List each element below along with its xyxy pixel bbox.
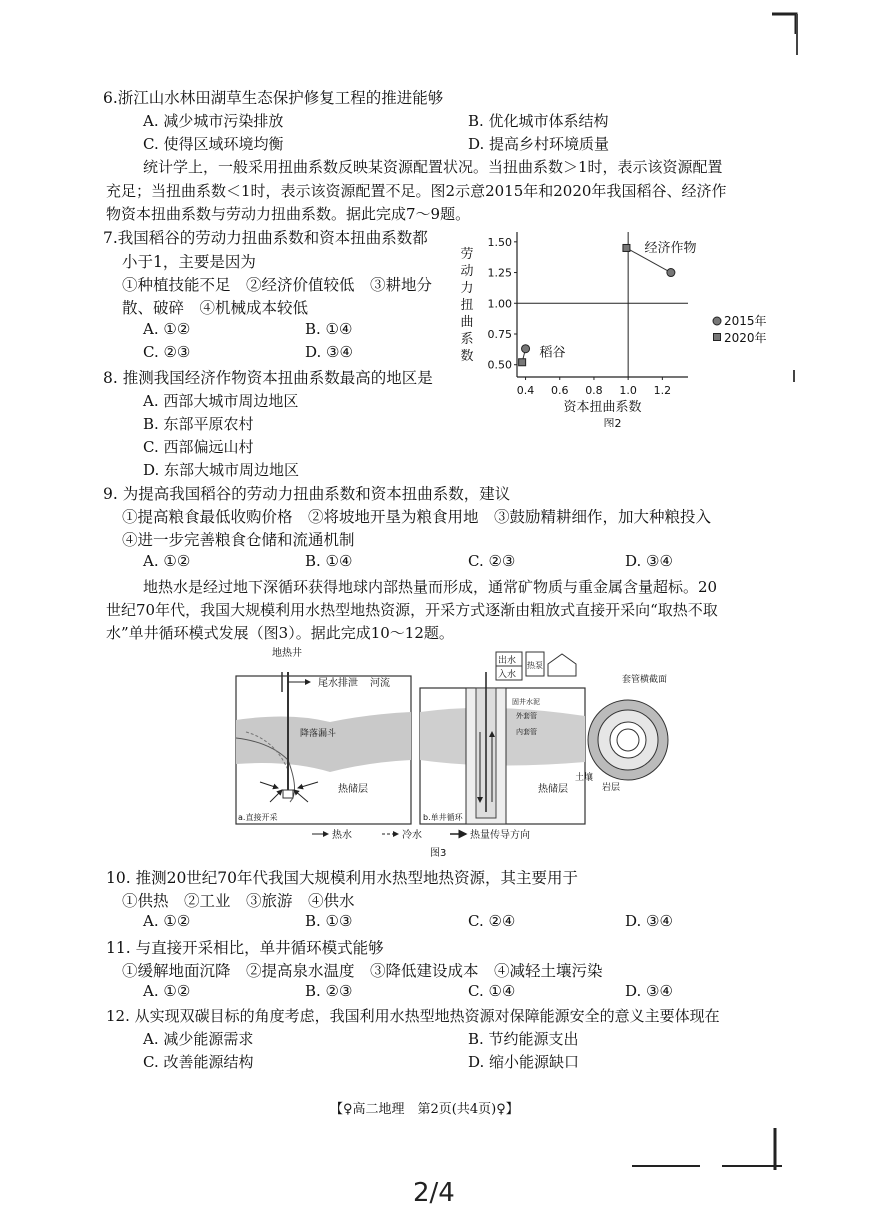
q11-option-d: D. ③④ [625,982,673,1000]
q11-choices: ①缓解地面沉降 ②提高泉水温度 ③降低建设成本 ④减轻土壤污染 [122,962,603,980]
fig3-label-rock: 岩层 [602,783,621,793]
y-axis-label-char: 曲 [460,315,474,330]
q10-option-d: D. ③④ [625,912,673,930]
q11-stem: 11. 与直接开采相比，单井循环模式能够 [106,939,384,957]
q12-option-a: A. 减少能源需求 [143,1030,254,1048]
point-2015 [522,345,530,353]
fig3-label-out-water: 出水 [498,656,517,666]
legend-label-2020: 2020年 [724,331,767,345]
series-label-rice: 稻谷 [539,345,566,361]
q9-choices: ①提高粮食最低收购价格 ②将坡地开垦为粮食用地 ③鼓励精耕细作，加大种粮投入 [122,508,712,526]
y-axis-label-char: 数 [460,349,474,364]
intro1-line2: 充足；当扭曲系数＜1时，表示该资源配置不足。图2示意2015年和2020年我国稻谷、经济作 [106,182,727,200]
fig2-scatter-chart [445,222,775,427]
fig3-label-funnel: 降落漏斗 [300,729,337,739]
legend-label-2015: 2015年 [724,314,767,328]
y-tick-label: 0.75 [487,327,512,341]
fig3-caption: 图3 [430,848,447,859]
fig3-label-river: 河流 [370,678,390,689]
fig3-label-pump: 热泵 [527,661,543,670]
fig3-label-cement: 固井水泥 [512,698,540,706]
point-2015 [667,269,675,277]
intro2-line2: 世纪70年代，我国大规模利用水热型地热资源，开采方式逐渐由粗放式直接开采向“取热不取 [106,601,718,619]
intro2-line1: 地热水是经过地下深循环获得地球内部热量而形成，通常矿物质与重金属含量超标。20 [143,578,718,596]
q11-option-b: B. ②③ [305,982,353,1000]
q7-option-a: A. ①② [143,320,191,338]
fig3-label-reservoir-right: 热储层 [538,784,568,795]
fig3-label-in-water: 入水 [498,670,517,680]
q11-option-c: C. ①④ [468,982,516,1000]
q8-option-b: B. 东部平原农村 [143,415,254,433]
q8-stem: 8. 推测我国经济作物资本扭曲系数最高的地区是 [103,369,433,387]
fig3-label-soil: 土壤 [575,773,594,783]
q12-stem: 12. 从实现双碳目标的角度考虑，我国利用水热型地热资源对保障能源安全的意义主要体现在 [106,1007,720,1025]
q7-stem-cont: 小于1，主要是因为 [122,253,256,271]
legend-marker-2020 [714,334,721,341]
q7-option-c: C. ②③ [143,343,191,361]
series-label-economic-crops: 经济作物 [644,240,697,256]
page-footer: 【♀高二地理 第2页(共4页)♀】 [330,1102,519,1117]
y-tick-label: 1.00 [487,297,512,311]
fig3-label-reservoir-left: 热储层 [338,784,368,795]
fig3-label-mode-a: a.直接开采 [238,813,278,822]
q8-option-a: A. 西部大城市周边地区 [143,392,299,410]
q12-option-b: B. 节约能源支出 [468,1030,579,1048]
fig3-label-discharge: 尾水排泄 [318,678,358,689]
fig3-legend-hot: 热水 [332,830,352,841]
q7-option-b: B. ①④ [305,320,353,338]
y-tick-label: 1.25 [487,266,512,280]
legend-marker-2015 [713,317,721,325]
fig3-label-well: 地热井 [272,648,302,659]
q9-option-a: A. ①② [143,552,191,570]
q10-choices: ①供热 ②工业 ③旅游 ④供水 [122,892,355,910]
q10-option-c: C. ②④ [468,912,516,930]
q7-choices: ①种植技能不足 ②经济价值较低 ③耕地分 [122,276,433,294]
q8-option-d: D. 东部大城市周边地区 [143,461,300,479]
intro1-line3: 物资本扭曲系数与劳动力扭曲系数。据此完成7～9题。 [106,205,471,223]
x-tick-label: 0.4 [516,384,535,397]
fig3-label-inner-casing: 内套管 [516,728,537,736]
y-axis-label-char: 扭 [460,298,474,313]
page-number: 2/4 [413,1178,455,1208]
y-tick-label: 0.50 [487,358,512,372]
q9-option-c: C. ②③ [468,552,516,570]
y-tick-label: 1.50 [487,235,512,249]
q6-option-c: C. 使得区域环境均衡 [143,135,284,153]
q6-stem: 6.浙江山水林田湖草生态保护修复工程的推进能够 [103,89,444,107]
q9-option-d: D. ③④ [625,552,673,570]
x-tick-label: 0.8 [585,384,603,397]
y-axis-label-char: 劳 [460,247,474,262]
q10-option-b: B. ①③ [305,912,353,930]
q7-choices-cont: 散、破碎 ④机械成本较低 [122,299,309,317]
x-tick-label: 0.6 [551,384,569,397]
q7-option-d: D. ③④ [305,343,353,361]
q6-option-d: D. 提高乡村环境质量 [468,135,610,153]
fig3-legend-heat: 热量传导方向 [470,830,530,841]
fig3-legend-cold: 冷水 [402,830,422,841]
fig3-label-mode-b: b.单井循环 [423,813,463,822]
y-axis-label-char: 力 [460,281,474,296]
y-axis-label-char: 系 [460,332,474,347]
point-2020 [519,359,526,366]
x-tick-label: 1.2 [653,384,672,397]
chart-title: 图2 [603,417,622,427]
q12-option-d: D. 缩小能源缺口 [468,1053,580,1071]
q9-choices-cont: ④进一步完善粮食仓储和流通机制 [122,531,355,549]
q11-option-a: A. ①② [143,982,191,1000]
y-axis-label-char: 动 [460,264,474,279]
q9-option-b: B. ①④ [305,552,353,570]
q7-stem: 7.我国稻谷的劳动力扭曲系数和资本扭曲系数都 [103,229,428,247]
q12-option-c: C. 改善能源结构 [143,1053,254,1071]
x-axis-label: 资本扭曲系数 [563,400,642,415]
fig3-label-cross-section: 套管横截面 [622,675,668,685]
q6-option-b: B. 优化城市体系结构 [468,112,609,130]
intro2-line3: 水”单井循环模式发展（图3）。据此完成10～12题。 [106,624,454,642]
q8-option-c: C. 西部偏远山村 [143,438,254,456]
fig3-label-outer-casing: 外套管 [516,712,537,720]
q9-stem: 9. 为提高我国稻谷的劳动力扭曲系数和资本扭曲系数，建议 [103,485,511,503]
fig3-geothermal-diagram [230,642,700,860]
intro1-line1: 统计学上，一般采用扭曲系数反映某资源配置状况。当扭曲系数＞1时，表示该资源配置 [143,158,723,176]
q10-stem: 10. 推测20世纪70年代我国大规模利用水热型地热资源，其主要用于 [106,869,579,887]
point-2020 [623,244,630,251]
q6-option-a: A. 减少城市污染排放 [143,112,284,130]
q10-option-a: A. ①② [143,912,191,930]
x-tick-label: 1.0 [619,384,637,397]
